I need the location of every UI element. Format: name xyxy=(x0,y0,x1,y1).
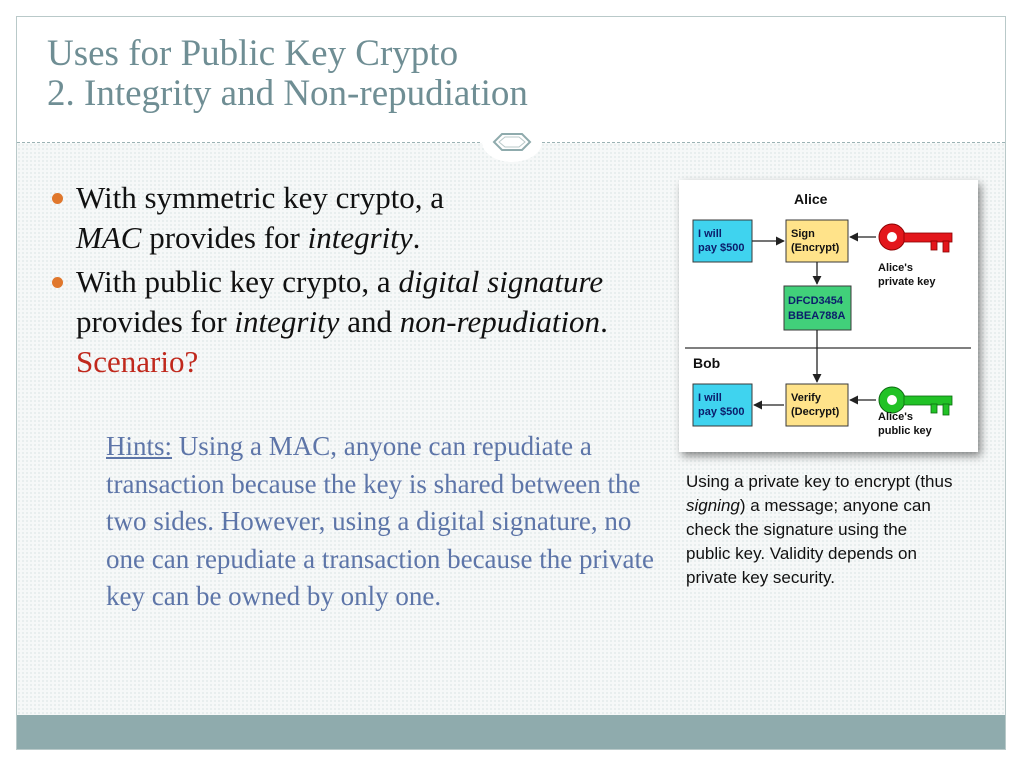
bullet-text: With public key crypto, a xyxy=(76,264,399,299)
term-mac: MAC xyxy=(76,220,142,255)
sign-line-1: Sign xyxy=(791,228,815,240)
message-box-bottom xyxy=(693,384,752,426)
public-key-line-1: Alice's xyxy=(878,411,914,423)
bullet-public-key-signature xyxy=(50,262,650,382)
verify-line-2: (Decrypt) xyxy=(791,406,840,418)
private-key-line-1: Alice's xyxy=(878,262,914,274)
signature-diagram-svg xyxy=(679,180,978,452)
signature-diagram xyxy=(679,180,978,452)
bob-label: Bob xyxy=(693,355,721,371)
hints-paragraph xyxy=(106,428,666,616)
message-bottom-line-2: pay $500 xyxy=(698,406,745,418)
bullet-dot-icon xyxy=(52,193,63,204)
footer-band xyxy=(17,715,1005,749)
bullet-text: provides for xyxy=(141,220,308,255)
bullet-text: provides for xyxy=(76,304,235,339)
message-box-top xyxy=(693,220,752,262)
bullet-text: and xyxy=(339,304,400,339)
private-key-icon xyxy=(879,224,952,252)
bullet-text: . xyxy=(412,220,421,255)
signature-box xyxy=(784,286,851,330)
bullet-text: With symmetric key crypto, a xyxy=(76,180,445,215)
hints-text: Using a MAC, anyone can repudiate a transaction because the key is shared between the two sides. However, using a digital signature, no one can repudiate a transaction because the private key can be owned by only one. xyxy=(106,431,654,611)
verify-line-1: Verify xyxy=(791,392,821,404)
message-top-line-1: I will xyxy=(698,228,722,240)
caption-text: Using a private key to encrypt (thus xyxy=(686,472,953,491)
caption-signing: signing xyxy=(686,496,740,515)
term-digital-signature: digital signature xyxy=(398,264,604,299)
scenario-question: Scenario? xyxy=(76,344,199,379)
slide-title xyxy=(47,34,528,114)
hints-label: Hints: xyxy=(106,431,173,461)
sign-line-2: (Encrypt) xyxy=(791,242,840,254)
alice-label: Alice xyxy=(794,191,828,207)
bullet-dot-icon xyxy=(52,277,63,288)
private-key-line-2: private key xyxy=(878,276,936,288)
term-non-repudiation: non-repudiation xyxy=(399,304,601,339)
term-integrity: integrity xyxy=(234,304,340,339)
caption-text: ) a message; anyone can check the signature using the public key. Validity depends on private key security. xyxy=(686,496,931,587)
signature-line-2: BBEA788A xyxy=(788,310,846,322)
sign-box xyxy=(786,220,848,262)
signature-line-1: DFCD3454 xyxy=(788,295,844,307)
bullet-text: . xyxy=(600,304,608,339)
verify-box xyxy=(786,384,848,426)
slide-title-line-1: Uses for Public Key Crypto xyxy=(47,33,459,74)
message-top-line-2: pay $500 xyxy=(698,242,745,254)
public-key-line-2: public key xyxy=(878,425,932,437)
term-integrity: integrity xyxy=(307,220,413,255)
message-bottom-line-1: I will xyxy=(698,392,722,404)
bullet-list xyxy=(50,178,650,386)
slide-title-line-2: 2. Integrity and Non-repudiation xyxy=(47,73,528,114)
diagram-caption xyxy=(686,470,956,590)
bullet-symmetric-mac xyxy=(50,178,650,258)
hexagon-ornament-icon xyxy=(480,120,544,164)
